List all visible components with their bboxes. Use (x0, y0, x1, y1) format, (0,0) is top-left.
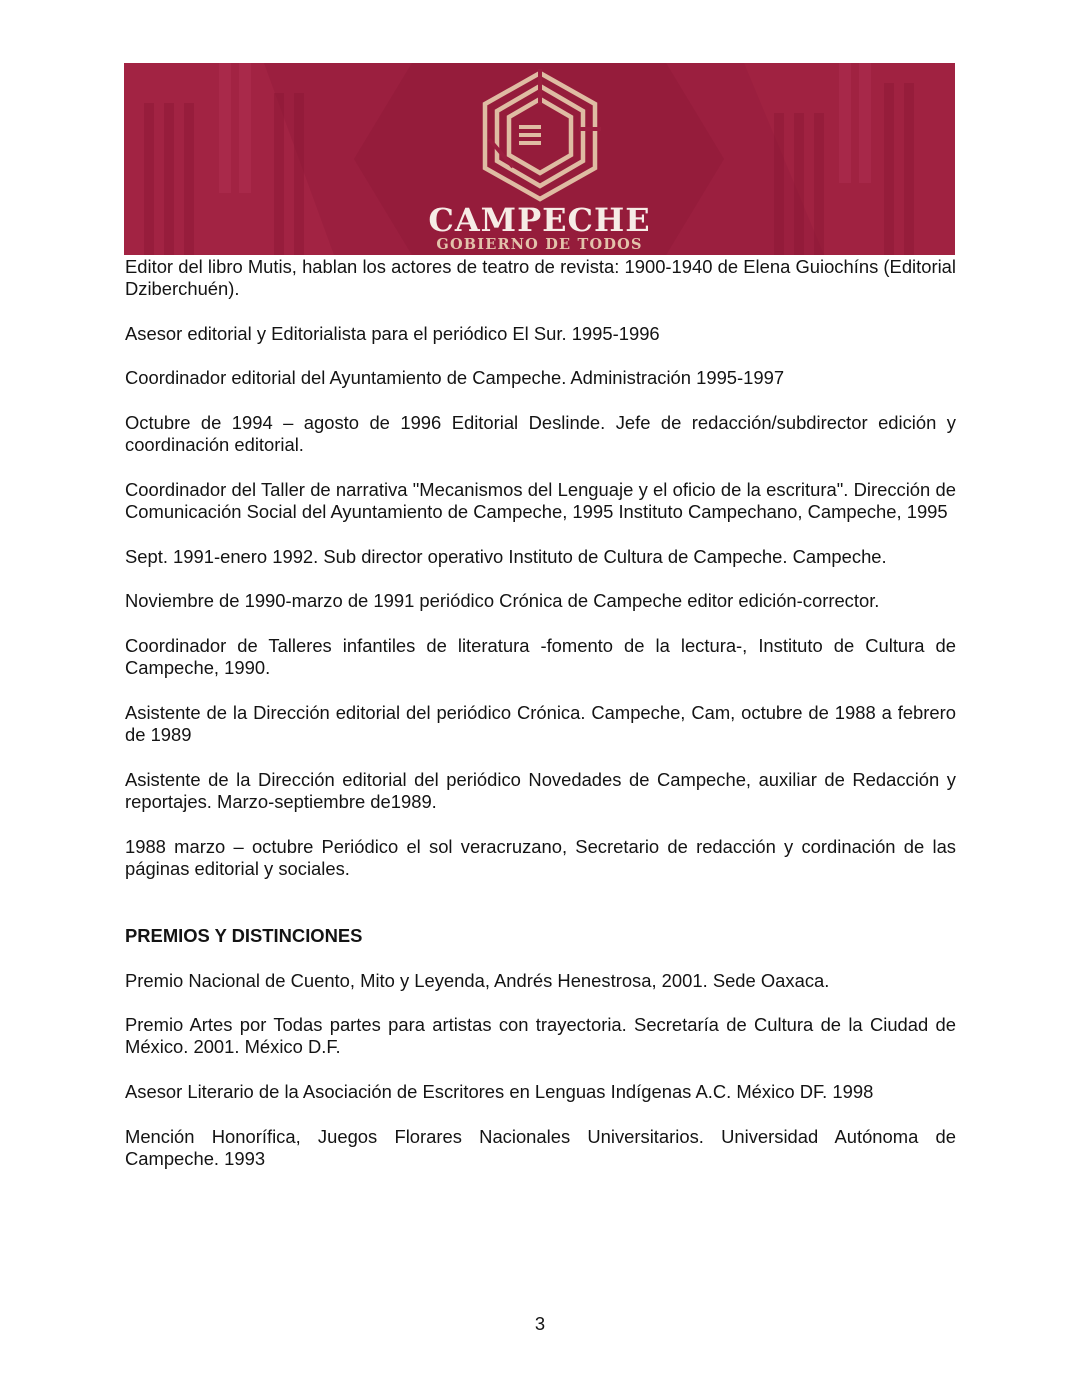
experience-item: Asistente de la Dirección editorial del periódico Crónica. Campeche, Cam, octubre de 1988 a febrero de 1989 (125, 701, 956, 746)
experience-item: Octubre de 1994 – agosto de 1996 Editorial Deslinde. Jefe de redacción/subdirector edición y coordinación editorial. (125, 412, 956, 456)
experience-item: Coordinador de Talleres infantiles de literatura -fomento de la lectura-, Instituto de Cultura de Campeche, 1990. (125, 635, 956, 679)
award-item: Premio Artes por Todas partes para artistas con trayectoria. Secretaría de Cultura de la Ciudad de México. 2001. México D.F. (125, 1014, 956, 1058)
experience-item: 1988 marzo – octubre Periódico el sol veracruzano, Secretario de redacción y cordinación de las páginas editorial y sociales. (125, 835, 956, 880)
experience-item: Noviembre de 1990-marzo de 1991 periódico Crónica de Campeche editor edición-corrector. (125, 590, 880, 612)
experience-item: Editor del libro Mutis, hablan los actores de teatro de revista: 1900-1940 de Elena Guiochíns (Editorial Dziberchuén). (125, 256, 956, 300)
experience-item: Coordinador editorial del Ayuntamiento de Campeche. Administración 1995-1997 (125, 367, 785, 389)
experience-item: Coordinador del Taller de narrativa "Mecanismos del Lenguaje y el oficio de la escritura". Dirección de Comunicación Social del Ayuntamiento de Campeche, 1995 Instituto Campechano, Campeche, 1995 (125, 478, 956, 523)
experience-item: Asesor editorial y Editorialista para el periódico El Sur. 1995-1996 (125, 322, 660, 344)
award-item: Mención Honorífica, Juegos Florares Nacionales Universitarios. Universidad Autónoma de Campeche. 1993 (125, 1125, 956, 1169)
awards-heading: PREMIOS Y DISTINCIONES (125, 924, 363, 946)
campeche-hexagon-logo-icon (479, 69, 601, 203)
document-body (125, 256, 956, 1192)
brand-tagline: GOBIERNO DE TODOS (436, 236, 643, 253)
experience-item: Sept. 1991-enero 1992. Sub director operativo Instituto de Cultura de Campeche. Campeche. (125, 545, 887, 567)
page-number: 3 (534, 1313, 546, 1334)
header-banner (124, 63, 955, 255)
experience-item: Asistente de la Dirección editorial del periódico Novedades de Campeche, auxiliar de Redacción y reportajes. Marzo-septiembre de1989. (125, 768, 956, 813)
award-item: Premio Nacional de Cuento, Mito y Leyenda, Andrés Henestrosa, 2001. Sede Oaxaca. (125, 969, 830, 991)
brand-title: CAMPECHE (428, 201, 651, 239)
section-spacer (125, 903, 956, 925)
award-item: Asesor Literario de la Asociación de Escritores en Lenguas Indígenas A.C. México DF. 1998 (125, 1080, 874, 1102)
